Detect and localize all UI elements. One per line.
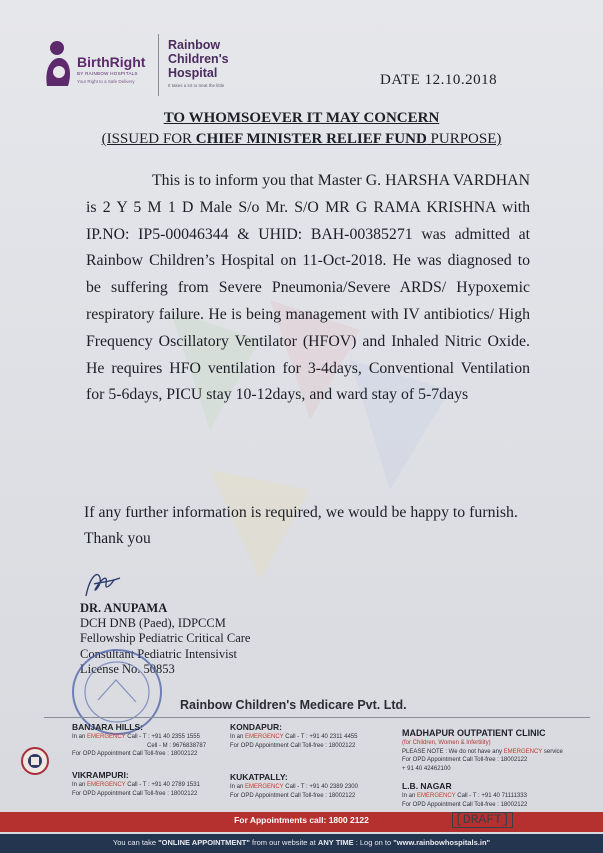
- branch-emergency-word: EMERGENCY: [503, 748, 543, 755]
- body-paragraph-1: This is to inform you that Master G. HARSHA VARDHAN is 2 Y 5 M 1 D Male S/o Mr. S/O MR G RAMA KRISHNA with IP.NO: IP5-00046344 & UHID: BAH-00385271 was admitted at Rainbow Children’s Hospital on 11-Oct-2018. He was diagnosed to be suffering from Severe Pneumonia/Severe ARDS/ Hypoxemic respiratory failure. He is being management with IV antibiotics/ High Frequency Oscillatory Ventilator (HFOV) and Inhaled Nitric Oxide. He requires HFO ventilation for 3-4days, Conventional Ventilation for 5-6days, PICU stay 10-12days, and ward stay of 5-7days: [86, 172, 530, 404]
- branch-text: In an: [230, 784, 246, 790]
- birthright-emblem-icon: [44, 38, 74, 88]
- subheading-bold: CHIEF MINISTER RELIEF FUND: [195, 131, 427, 147]
- branch-opd: For OPD Appointment Call Toll-free : 18002122: [72, 790, 198, 797]
- signatory-name: DR. ANUPAMA: [80, 601, 168, 615]
- branch-text: In an: [230, 734, 246, 740]
- branch-kukatpally: [230, 772, 358, 800]
- branch-text: PLEASE NOTE : We do not have any: [402, 748, 504, 755]
- birthright-tagline: Your Right to a Safe Delivery: [77, 79, 135, 84]
- company-name: Rainbow Children's Medicare Pvt. Ltd.: [180, 698, 407, 712]
- rainbow-tagline: It takes a lot to treat the little: [168, 83, 225, 88]
- branch-emergency-line: [230, 733, 357, 742]
- branch-opd: For OPD Appointment Call Toll-free : 18002122: [230, 742, 356, 749]
- branch-emergency-line: [230, 783, 358, 792]
- birthright-sub: BY RAINBOW HOSPITALS: [77, 71, 138, 76]
- branch-title: KUKATPALLY:: [230, 772, 288, 782]
- branch-title: VIKRAMPURI:: [72, 770, 129, 780]
- branch-phone: Call - T : +91 40 2311 4455: [283, 734, 358, 740]
- branch-title: L.B. NAGAR: [402, 781, 452, 791]
- birthright-name: BirthRight: [77, 54, 146, 70]
- branch-emergency-word: EMERGENCY: [245, 784, 284, 790]
- branch-cell: Cell - M : 9676838787: [147, 742, 207, 749]
- branch-banjara-hills: [72, 722, 206, 759]
- branch-lb-nagar: [402, 781, 527, 809]
- branch-opd: For OPD Appointment Call Toll-free : 18002122: [402, 801, 528, 808]
- branch-phone: + 91 40 42462100: [402, 765, 451, 772]
- rainbow-line-2: Children's: [168, 52, 229, 66]
- website-link[interactable]: "www.rainbowhospitals.in": [393, 838, 491, 847]
- subheading-open: (ISSUED FOR: [101, 131, 196, 147]
- branch-title: KONDAPUR:: [230, 722, 282, 732]
- branch-emergency-word: EMERGENCY: [87, 734, 126, 740]
- online-text-part: from our website at: [249, 838, 318, 847]
- branch-emergency-line: [72, 781, 200, 790]
- letter-date: DATE 12.10.2018: [380, 72, 498, 88]
- signatory-fellowship: Fellowship Pediatric Critical Care: [80, 631, 251, 646]
- branch-text: In an: [72, 734, 88, 740]
- branch-emergency-word: EMERGENCY: [417, 793, 456, 799]
- letter-heading: TO WHOMSOEVER IT MAY CONCERN: [163, 110, 440, 126]
- branch-emergency-word: EMERGENCY: [245, 734, 284, 740]
- online-text-part: : Log on to: [353, 838, 394, 847]
- branch-text: In an: [402, 793, 418, 799]
- branch-vikrampuri: [72, 770, 200, 798]
- birthright-logo: [44, 38, 154, 94]
- branch-phone: Call - T : +91 40 71111333: [455, 793, 527, 799]
- branch-opd: For OPD Appointment Call Toll-free : 18002122: [402, 757, 528, 764]
- branch-opd: For OPD Appointment Call Toll-free : 18002122: [230, 792, 356, 799]
- branch-emergency-word: EMERGENCY: [87, 782, 126, 788]
- branch-text: service: [542, 748, 563, 755]
- draft-stamp: [DRAFT]: [452, 812, 513, 828]
- online-text-bold: "ONLINE APPOINTMENT": [158, 838, 250, 847]
- closing-text: Thank you: [84, 530, 151, 547]
- rainbow-line-3: Hospital: [168, 66, 218, 80]
- signatory-qualification: DCH DNB (Paed), IDPCCM: [80, 616, 226, 631]
- rainbow-line-1: Rainbow: [168, 38, 221, 52]
- branch-phone: Call - T : +91 40 2355 1555: [125, 734, 200, 740]
- branch-opd: For OPD Appointment Call Toll-free : 18002122: [72, 751, 198, 758]
- body-paragraph-2: If any further information is required, we would be happy to furnish.: [84, 504, 518, 521]
- accreditation-emblem-icon: [20, 744, 50, 778]
- branch-emergency-line: [402, 792, 527, 801]
- appointment-phone: For Appointments call: 1800 2122: [234, 815, 369, 825]
- madhapur-note: [402, 748, 563, 757]
- signatory-license: License No. 50853: [80, 661, 175, 676]
- branch-title: BANJARA HILLS:: [72, 722, 143, 732]
- logo-divider: [158, 34, 159, 96]
- online-text-bold: ANY TIME: [317, 838, 354, 847]
- branch-text: In an: [72, 782, 88, 788]
- branch-madhapur-clinic: [402, 728, 563, 773]
- rainbow-logo: [168, 38, 278, 94]
- branch-kondapur: [230, 722, 357, 750]
- online-appointment-text: [0, 838, 603, 847]
- branch-emergency-line: [72, 733, 206, 742]
- signatory-role: Consultant Pediatric Intensivist: [80, 646, 237, 661]
- handwritten-signature: [80, 566, 140, 602]
- subheading-close: PURPOSE): [426, 131, 502, 147]
- branch-phone: Call - T : +91 40 2389 2300: [283, 784, 358, 790]
- online-text-part: You can take: [112, 838, 159, 847]
- branch-phone: Call - T : +91 40 2789 1531: [125, 782, 200, 788]
- madhapur-subtitle: (for Children, Women & Infertility): [402, 740, 491, 746]
- letter-subheading: [0, 131, 603, 148]
- branch-title: MADHAPUR OUTPATIENT CLINIC: [402, 728, 546, 738]
